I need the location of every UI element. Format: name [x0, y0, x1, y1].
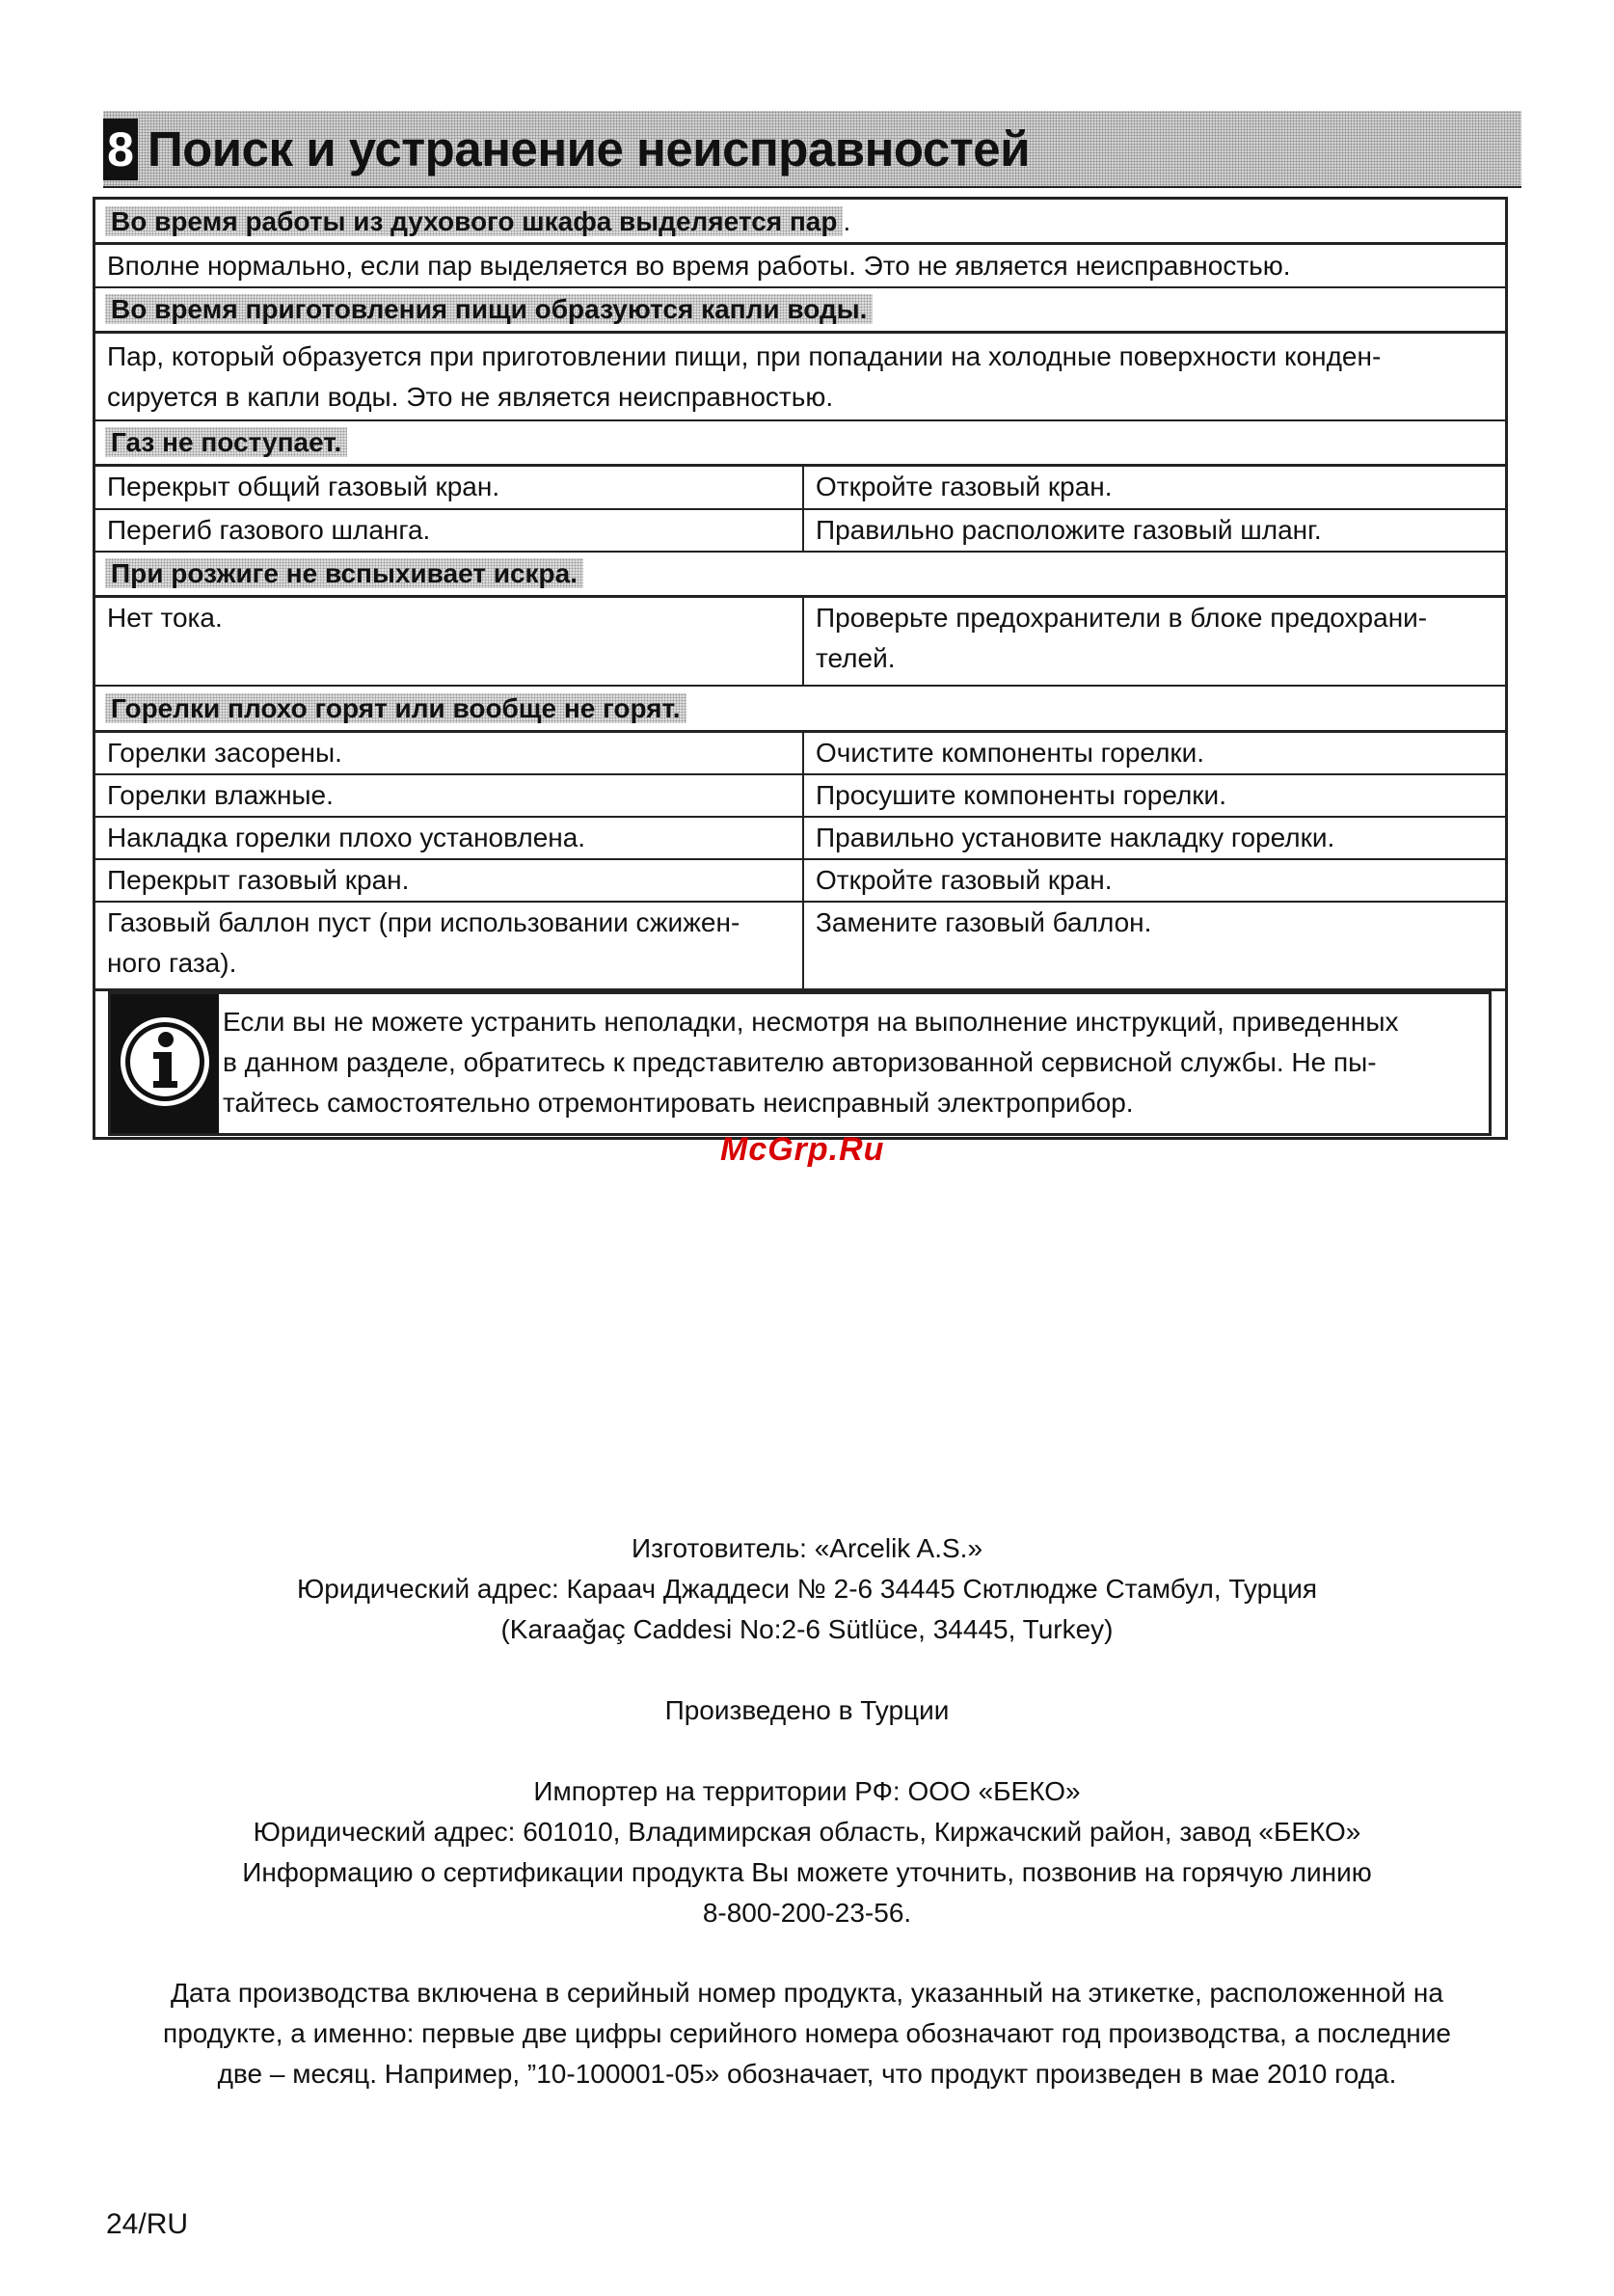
steam-explanation: Вполне нормально, если пар выделяется во время работы. Это не является неисправностью.	[107, 251, 1291, 281]
remedy-cell: Правильно установите накладку горелки.	[816, 823, 1335, 852]
info-note	[108, 991, 1492, 1136]
problem-heading-steam: Во время работы из духового шкафа выделяется пар	[105, 206, 843, 236]
problem-heading-no-gas: Газ не поступает.	[105, 427, 347, 457]
remedy-cell: Очистите компоненты горелки.	[816, 738, 1205, 768]
table-row	[95, 775, 1505, 818]
table-row	[95, 334, 1505, 421]
table-row	[95, 245, 1505, 288]
section-number: 8	[103, 119, 138, 180]
problem-heading-no-spark: При розжиге не вспыхивает искра.	[105, 558, 583, 588]
remedy-cell: Правильно расположите газовый шланг.	[816, 515, 1322, 545]
watermark: McGrp.Ru	[720, 1131, 885, 1168]
cause-cell: Накладка горелки плохо установлена.	[95, 818, 804, 858]
cause-cell: Перекрыт газовый кран.	[95, 860, 804, 901]
section-header	[103, 111, 1521, 188]
cause-cell: Горелки влажные.	[95, 775, 804, 816]
problem-heading-drops: Во время приготовления пищи образуются капли воды.	[105, 294, 873, 324]
cause-cell: Горелки засорены.	[95, 733, 804, 773]
problem-heading-burners: Горелки плохо горят или вообще не горят.	[105, 693, 686, 723]
manufacturer-info: Изготовитель: «Arcelik A.S.» Юридический адрес: Караач Джаддеси № 2-6 34445 Сютлюдже Стамбул, Турция (Karaağaç Caddesi No:2-6 Sütlüce, 34445, Turkey)	[296, 1533, 1318, 1644]
cause-cell: Газовый баллон пуст (при использовании сжижен- ного газа).	[95, 903, 804, 988]
importer-info: Импортер на территории РФ: ООО «БЕКО» Юридический адрес: 601010, Владимирская область, Киржачский район, завод «БЕКО» Информацию о сертификации продукта Вы можете уточнить, позвонив на горячую линию 8-800-200-23-56.	[242, 1776, 1372, 1928]
cause-cell: Перекрыт общий газовый кран.	[95, 467, 804, 508]
table-row	[95, 510, 1505, 553]
header-divider	[103, 186, 1521, 188]
origin-info: Произведено в Турции	[664, 1695, 950, 1725]
page-number: 24/RU	[106, 2208, 189, 2240]
table-heading-row	[95, 421, 1505, 467]
table-heading-row: Во время работы из духового шкафа выделяется пар .	[95, 200, 1505, 245]
remedy-cell: Откройте газовый кран.	[816, 472, 1113, 501]
table-row	[95, 598, 1505, 687]
production-date-info: Дата производства включена в серийный номер продукта, указанный на этикетке, расположенной на продукте, а именно: первые две цифры серийного номера обозначают год производства, а последние две – месяц. Например, ”10-100001-05» обозначает, что продукт произведен в мае 2010 года.	[163, 1978, 1451, 2089]
info-icon	[111, 994, 219, 1133]
remedy-cell: Проверьте предохранители в блоке предохрани- телей.	[816, 603, 1428, 673]
table-heading-row	[95, 288, 1505, 334]
drops-explanation: Пар, который образуется при приготовлении пищи, при попадании на холодные поверхности конден- сируется в капли воды. Это не является неисправностью.	[107, 341, 1382, 412]
table-heading-row	[95, 687, 1505, 733]
remedy-cell: Просушите компоненты горелки.	[816, 780, 1226, 810]
table-row	[95, 903, 1505, 991]
info-text: Если вы не можете устранить неполадки, несмотря на выполнение инструкций, приведенных в данном разделе, обратитесь к представителю авторизованной сервисной службы. Не пы- тайтесь самостоятельно отремонтировать неисправный электроприбор.	[223, 1007, 1399, 1118]
remedy-cell: Замените газовый баллон.	[816, 907, 1152, 937]
cause-cell: Перегиб газового шланга.	[95, 510, 804, 551]
page-title: Поиск и устранение неисправностей	[148, 122, 1030, 176]
table-row	[95, 818, 1505, 860]
table-row	[95, 467, 1505, 510]
table-row	[95, 733, 1505, 775]
table-heading-row	[95, 553, 1505, 598]
remedy-cell: Откройте газовый кран.	[816, 865, 1113, 895]
table-row	[95, 860, 1505, 903]
cause-cell: Нет тока.	[95, 598, 804, 685]
